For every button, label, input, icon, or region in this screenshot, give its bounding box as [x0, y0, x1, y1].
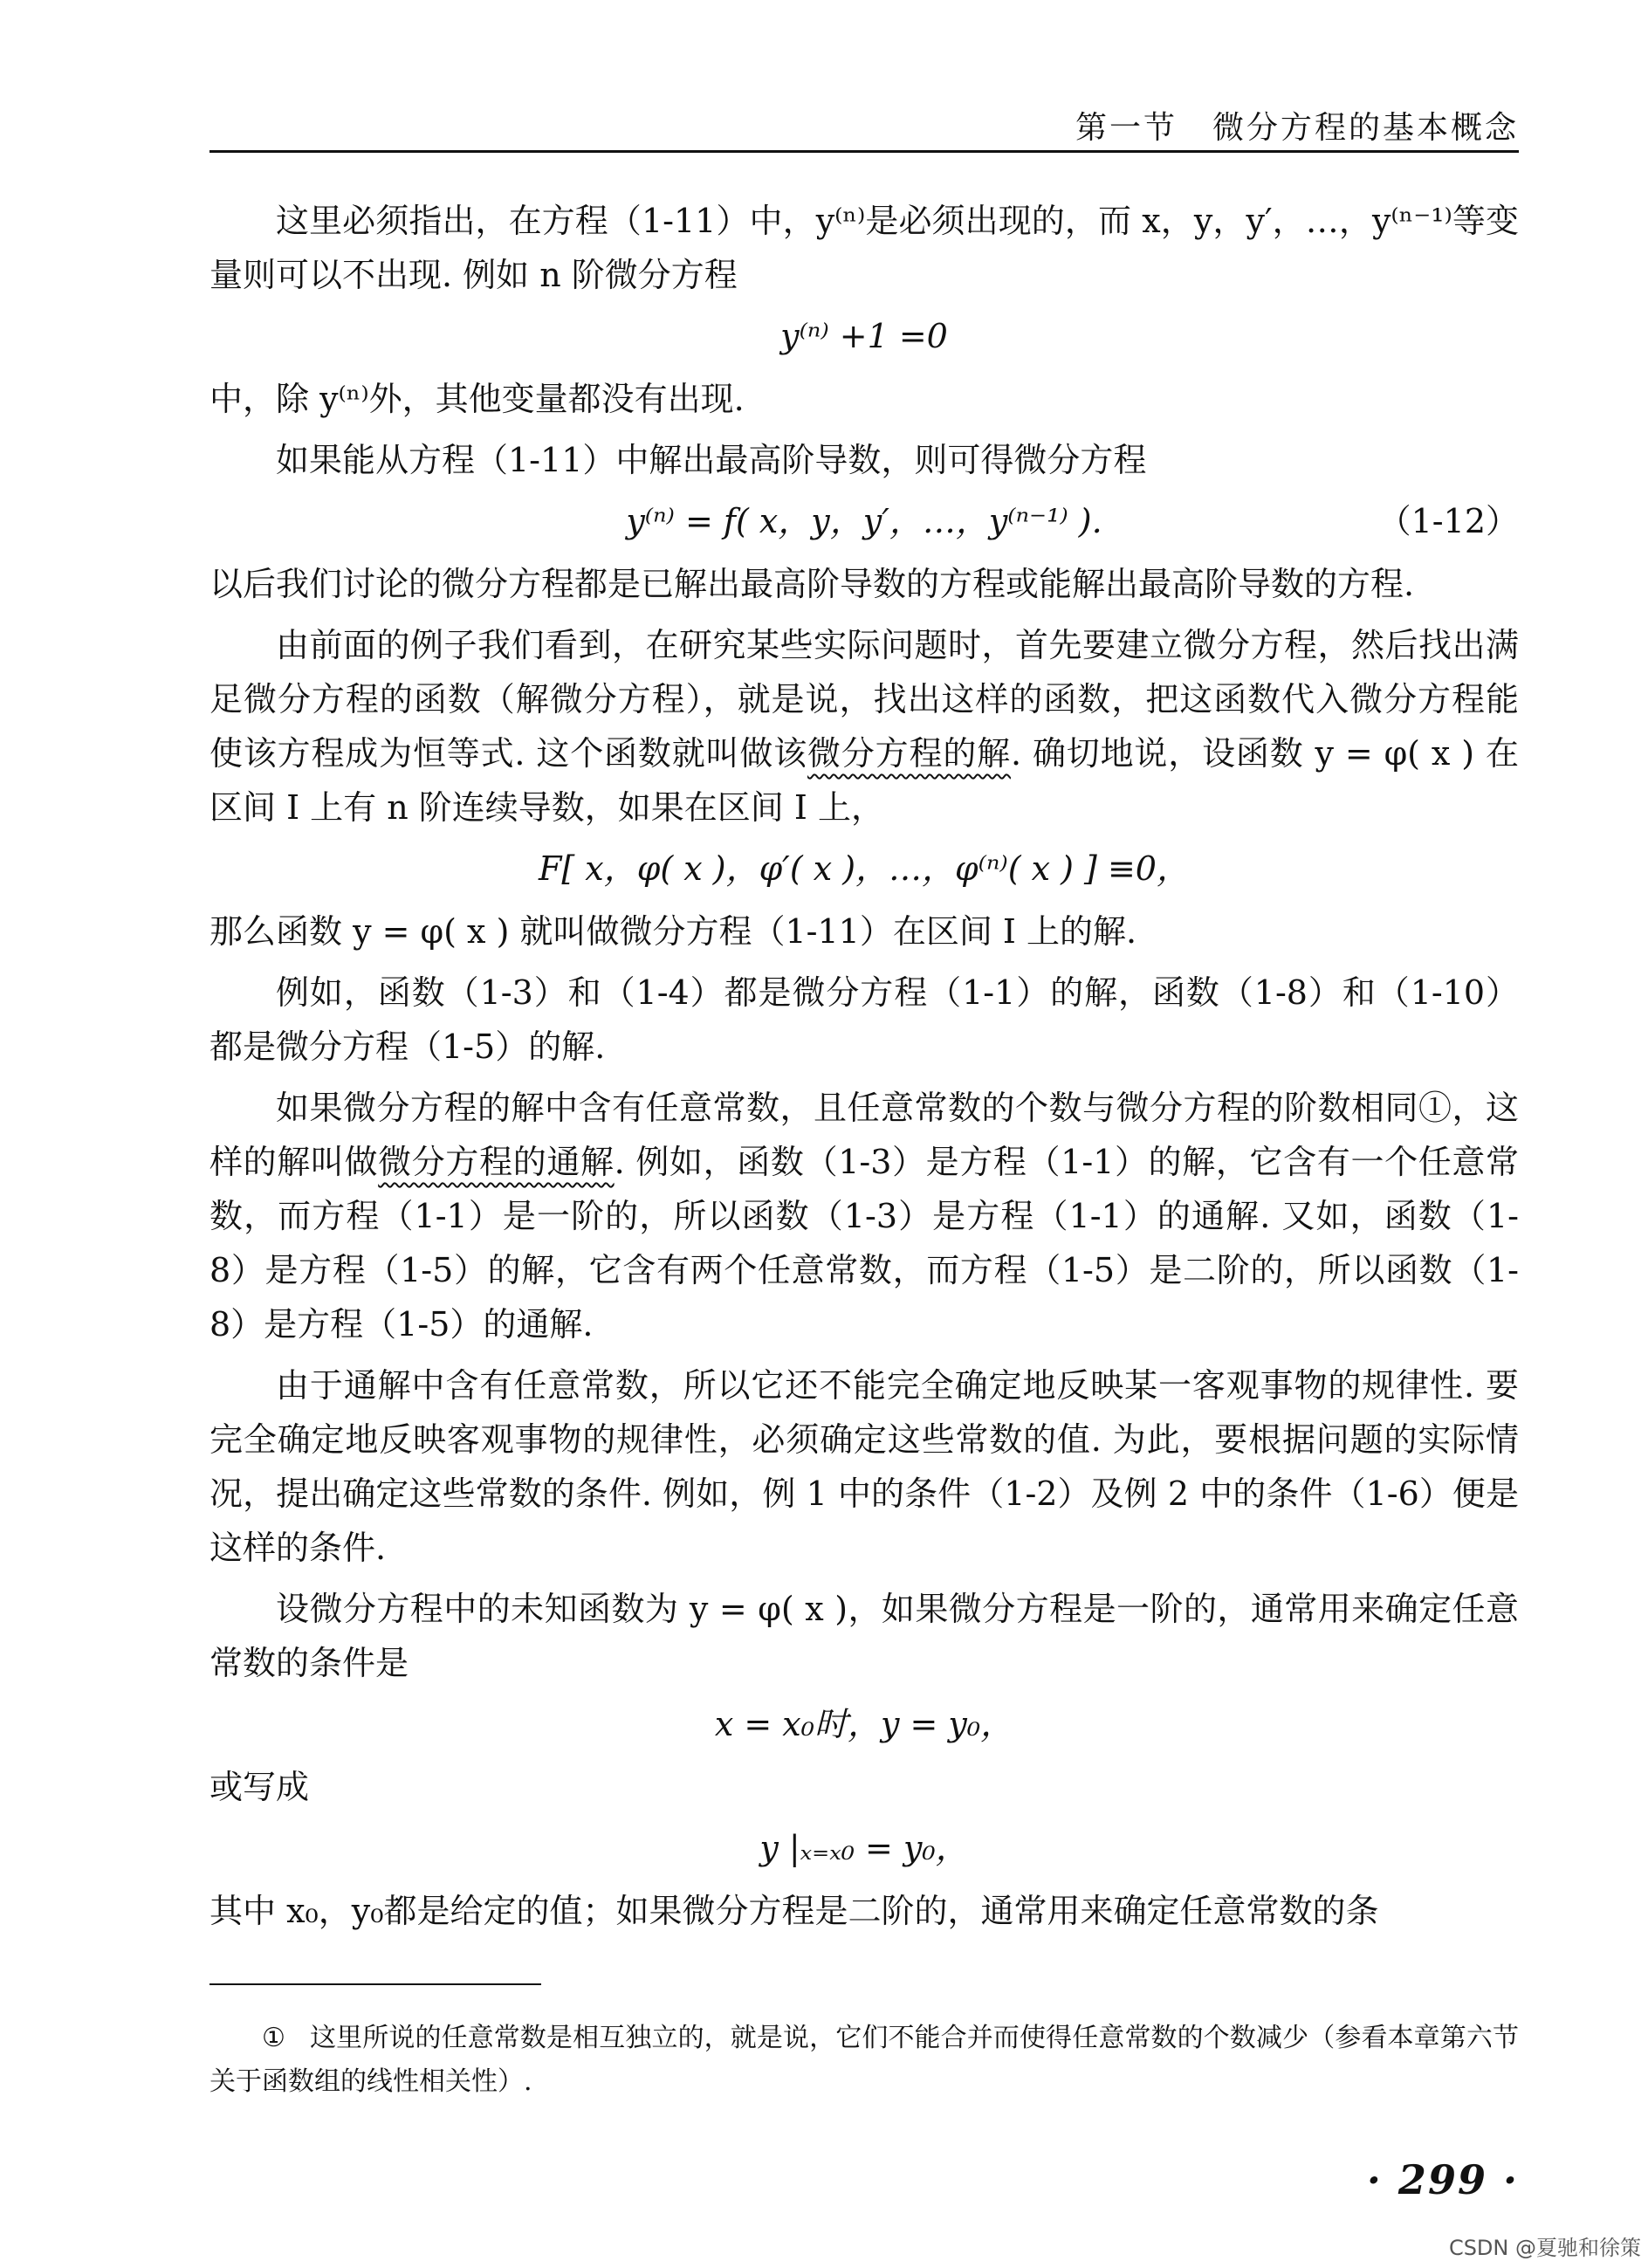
footnote — [209, 2017, 1519, 2104]
header-section: 第一节 — [1075, 110, 1178, 146]
emphasized-term: 微分方程的解 — [807, 734, 1011, 773]
paragraph: 那么函数 y = φ( x ) 就叫做微分方程（1-11）在区间 I 上的解. — [209, 912, 1137, 951]
equation: x = x₀时，y = y₀， — [714, 1705, 1014, 1743]
footnote-rule — [209, 1983, 541, 1985]
watermark: CSDN @夏驰和徐策 — [1448, 2236, 1641, 2260]
equation: y⁽ⁿ⁾ +1 =0 — [780, 317, 948, 355]
equation-numbered — [209, 494, 1519, 548]
paragraph: 例如，函数（1-3）和（1-4）都是微分方程（1-1）的解，函数（1-8）和（1-10）都是微分方程（1-5）的解. — [209, 973, 1519, 1066]
paragraph: 中，除 y⁽ⁿ⁾外，其他变量都没有出现. — [209, 380, 745, 418]
footnote-text: 这里所说的任意常数是相互独立的，就是说，它们不能合并而使得任意常数的个数减少（参看本章第六节关于函数组的线性相关性）. — [209, 2023, 1519, 2097]
emphasized-term: 微分方程的通解 — [378, 1143, 615, 1181]
page-number: · 299 · — [1366, 2156, 1519, 2203]
equation-number: （1-12） — [1377, 502, 1519, 540]
equation: y |ₓ₌ₓ₀ = y₀， — [759, 1829, 969, 1867]
text-run: 如果微分方程的解中含有任意常数，且任意常数的个数与微分方程的阶数相同①，这样的解叫做 — [209, 1089, 1519, 1181]
paragraph: 以后我们讨论的微分方程都是已解出最高阶导数的方程或能解出最高阶导数的方程. — [209, 565, 1415, 603]
paragraph: 如果能从方程（1-11）中解出最高阶导数，则可得微分方程 — [276, 441, 1147, 479]
paragraph: 这里必须指出，在方程（1-11）中，y⁽ⁿ⁾是必须出现的，而 x，y，y′，…，y⁽ⁿ⁻¹⁾等变量则可以不出现. 例如 n 阶微分方程 — [209, 202, 1519, 294]
paragraph: 其中 x₀，y₀都是给定的值；如果微分方程是二阶的，通常用来确定任意常数的条 — [209, 1892, 1379, 1930]
equation-body: y⁽ⁿ⁾ = f( x，y，y′，…，y⁽ⁿ⁻¹⁾ ). — [626, 502, 1102, 540]
header-title: 微分方程的基本概念 — [1212, 110, 1519, 146]
text-run: 由前面的例子我们看到，在研究某些实际问题时，首先要建立微分方程，然后找出满足微分方程的函数（解微分方程），就是说，找出这样的函数，把这函数代入微分方程能使该方程成为恒等式. 这个函数就叫做该 — [209, 626, 1519, 773]
paragraph — [209, 1081, 1519, 1351]
paragraph — [209, 618, 1519, 835]
main-text — [209, 194, 1519, 1945]
paragraph: 设微分方程中的未知函数为 y = φ( x )，如果微分方程是一阶的，通常用来确定任意常数的条件是 — [209, 1590, 1519, 1682]
header-rule — [209, 150, 1519, 153]
running-header — [209, 103, 1519, 148]
text-run: . 确切地说，设函数 y = φ( x ) 在区间 I 上有 n 阶连续导数，如果在区间 I 上， — [209, 734, 1519, 827]
footnote-mark: ① — [262, 2023, 286, 2053]
paragraph: 或写成 — [209, 1768, 310, 1806]
text-run: . 例如，函数（1-3）是方程（1-1）的解，它含有一个任意常数，而方程（1-1）是一阶的，所以函数（1-3）是方程（1-1）的通解. 又如，函数（1-8）是方程（1-5）的解，它含有两个任意常数，而方程（1-5）是二阶的，所以函数（1-8）是方程（1-5）的通解. — [209, 1143, 1519, 1344]
equation: F[ x，φ( x )，φ′( x )，…，φ⁽ⁿ⁾( x ) ] ≡0， — [539, 849, 1190, 888]
paragraph: 由于通解中含有任意常数，所以它还不能完全确定地反映某一客观事物的规律性. 要完全确定地反映客观事物的规律性，必须确定这些常数的值. 为此，要根据问题的实际情况，提出确定这些常数的条件. 例如，例 1 中的条件（1-2）及例 2 中的条件（1-6）便是这样的条件. — [209, 1366, 1519, 1567]
